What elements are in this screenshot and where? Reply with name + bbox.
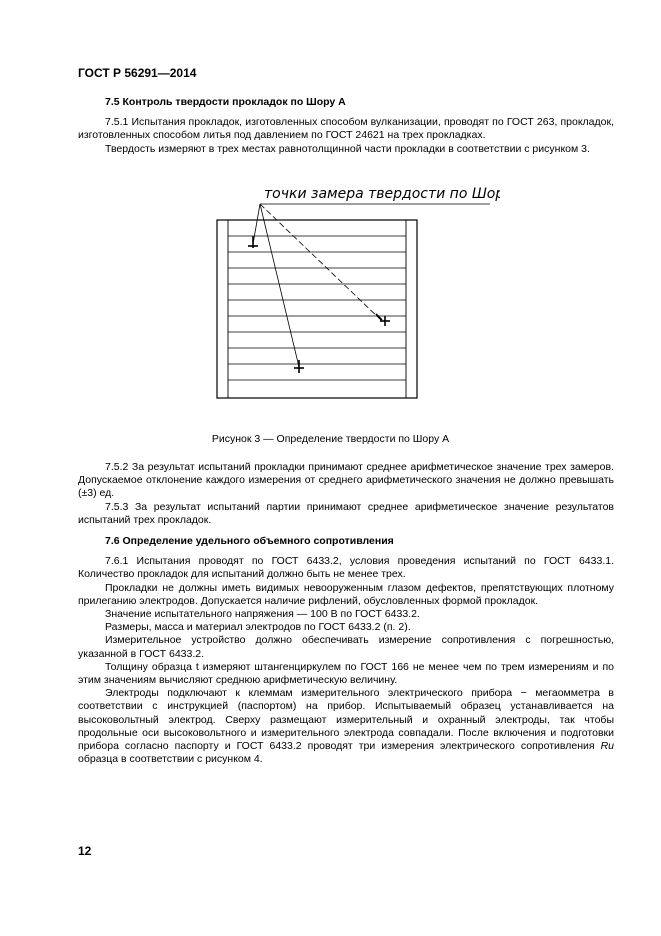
measure-point bbox=[248, 236, 258, 248]
section-7-5-continued bbox=[78, 461, 614, 527]
gasket-outline bbox=[217, 220, 417, 398]
paragraph: 7.5.2 За результат испытаний прокладки принимают среднее арифметическое значение трех замеров. Допускаемое отклонение каждого измерения от среднего арифметического значения не должно превышать (±3) ед. bbox=[78, 461, 614, 500]
measure-point bbox=[294, 360, 304, 373]
paragraph: 7.6.1 Испытания проводят по ГОСТ 6433.2, условия проведения испытаний по ГОСТ 6433.1. Количество прокладок для испытаний должно быть не менее трех. bbox=[78, 555, 614, 581]
gasket-hatching bbox=[228, 236, 406, 380]
section-heading: 7.6 Определение удельного объемного сопротивления bbox=[105, 535, 394, 547]
paragraph: Прокладки не должны иметь видимых невооруженным глазом дефектов, препятствующих плотному прилеганию электродов. Допускается наличие рифлений, обусловленных формой прокладок. bbox=[78, 581, 614, 607]
figure-3 bbox=[210, 180, 500, 420]
paragraph: 7.5.3 За результат испытаний партии принимают среднее арифметическое значение результатов испытаний трех прокладок. bbox=[78, 500, 614, 526]
text-run: Электроды подключают к клеммам измерительного электрического прибора − мегаомметра в соответствии с инструкцией (паспортом) на прибор. Испытываемый образец устанавливается на высоковольтный электрод. Сверху размещают измерительный и охранный электроды, так чтобы продольные оси высоковольтного и измерительного электрода совпадали. После включения и подготовки прибора согласно паспорту и ГОСТ 6433.2 проводят три измерения электрического сопротивления bbox=[78, 687, 614, 753]
paragraph: 7.5.1 Испытания прокладок, изготовленных способом вулканизации, проводят по ГОСТ 263, прокладок, изготовленных способом литья под давлением по ГОСТ 24621 на трех прокладках. bbox=[78, 116, 614, 142]
section-heading: 7.5 Контроль твердости прокладок по Шору А bbox=[105, 96, 346, 108]
page-number: 12 bbox=[78, 844, 92, 858]
paragraph: Измерительное устройство должно обеспечивать измерение сопротивления с погрешностью, указанной в ГОСТ 6433.2. bbox=[78, 634, 614, 660]
figure-caption: Рисунок 3 — Определение твердости по Шору А bbox=[211, 433, 450, 445]
text-run: образца в соответствии с рисунком 4. bbox=[78, 753, 263, 766]
hardness-diagram bbox=[210, 180, 500, 420]
section-7-6 bbox=[78, 535, 614, 766]
leader-lines bbox=[253, 204, 382, 367]
paragraph: Толщину образца t измеряют штангенциркулем по ГОСТ 166 не менее чем по трем измерениям и по этим значениям вычисляют среднюю арифметическую величину. bbox=[78, 660, 614, 687]
variable-symbol: Ru bbox=[600, 740, 614, 753]
section-7-5 bbox=[78, 96, 614, 156]
paragraph bbox=[78, 687, 614, 766]
paragraph: Значение испытательного напряжения — 100 В по ГОСТ 6433.2. bbox=[105, 608, 420, 621]
paragraph: Размеры, масса и материал электродов по ГОСТ 6433.2 (п. 2). bbox=[105, 621, 411, 634]
page-header: ГОСТ Р 56291—2014 bbox=[78, 66, 197, 80]
figure-label: точки замера твердости по Шор А bbox=[264, 186, 500, 202]
paragraph: Твердость измеряют в трех местах равнотолщинной части прокладки в соответствии с рисунком 3. bbox=[105, 142, 590, 155]
